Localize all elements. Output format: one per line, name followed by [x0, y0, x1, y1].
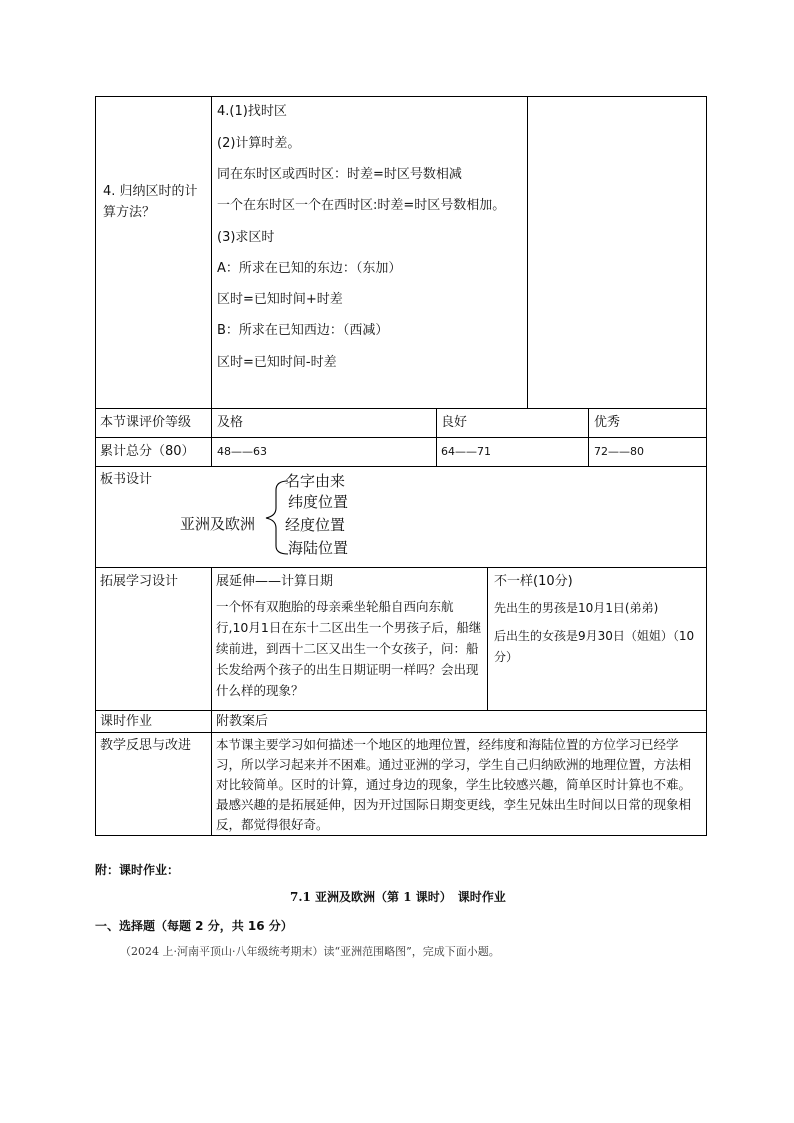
section4-line: 区时=已知时间-时差: [217, 355, 337, 370]
section4-line: (2)计算时差。: [217, 136, 301, 151]
board-item: 名字由来: [285, 472, 346, 490]
eval-grade-excellent: 优秀: [594, 415, 621, 430]
homework-title: 7.1 亚洲及欧洲（第 1 课时） 课时作业: [290, 890, 506, 904]
section4-line: 区时=已知时间+时差: [217, 292, 343, 307]
extension-title: 展延伸——计算日期: [216, 574, 334, 589]
homework-label: 课时作业: [100, 714, 153, 729]
question-intro: （2024 上·河南平顶山·八年级统考期末）读“亚洲范围略图”，完成下面小题。: [120, 945, 500, 958]
extension-answer: 不一样(10分): [494, 574, 573, 589]
section-heading: 一、选择题（每题 2 分，共 16 分）: [95, 919, 293, 933]
section4-question: 4. 归纳区时的计算方法？: [103, 184, 198, 220]
appendix-heading: 附：课时作业：: [95, 863, 180, 877]
score-label: 累计总分（80）: [100, 444, 195, 459]
board-label: 板书设计: [100, 472, 153, 487]
section4-line: 4.(1)找时区: [217, 104, 287, 119]
section4-line: 同在东时区或西时区：时差=时区号数相减: [217, 167, 462, 182]
reflection-label: 教学反思与改进: [100, 738, 192, 753]
eval-grade-pass: 及格: [217, 415, 244, 430]
extension-answer: 先出生的男孩是10月1日(弟弟): [494, 601, 659, 615]
homework-value: 附教案后: [216, 714, 269, 729]
section4-line: (3)求区时: [217, 230, 275, 245]
extension-label: 拓展学习设计: [100, 574, 179, 589]
reflection-body: 本节课主要学习如何描述一个地区的地理位置，经纬度和海陆位置的方位学习已经学习，所以学习起来并不困难。通过亚洲的学习，学生自己归纳欧洲的地理位置，方法相对比较简单。区时的计算，通过身边的现象，学生比较感兴趣，简单区时计算也不难。最感兴趣的是拓展延伸，因为开过国际日期变更线，孪生兄妹出生时间以日常的现象相反，都觉得很好奇。: [216, 737, 692, 832]
board-item: 纬度位置: [288, 493, 349, 511]
score-range-good: 64——71: [441, 445, 491, 458]
board-center: 亚洲及欧洲: [180, 515, 256, 533]
section4-line: B：所求在已知西边：（西减）: [217, 323, 389, 338]
section4-line: 一个在东时区一个在西时区:时差=时区号数相加。: [217, 198, 506, 213]
score-range-pass: 48——63: [217, 445, 267, 458]
extension-body: 一个怀有双胞胎的母亲乘坐轮船自西向东航行,10月1日在东十二区出生一个男孩子后，船继续前进，到西十二区又出生一个女孩子，问：船长发给两个孩子的出生日期证明一样吗？会出现什么样的现象？: [216, 599, 482, 698]
board-item: 海陆位置: [288, 539, 349, 557]
eval-grade-good: 良好: [441, 415, 468, 430]
board-item: 经度位置: [285, 516, 346, 534]
score-range-excellent: 72——80: [594, 445, 644, 458]
extension-answer: 后出生的女孩是9月30日（姐姐）（10分）: [494, 629, 695, 664]
eval-label: 本节课评价等级: [100, 415, 192, 430]
section4-line: A：所求在已知的东边：（东加）: [217, 261, 402, 276]
